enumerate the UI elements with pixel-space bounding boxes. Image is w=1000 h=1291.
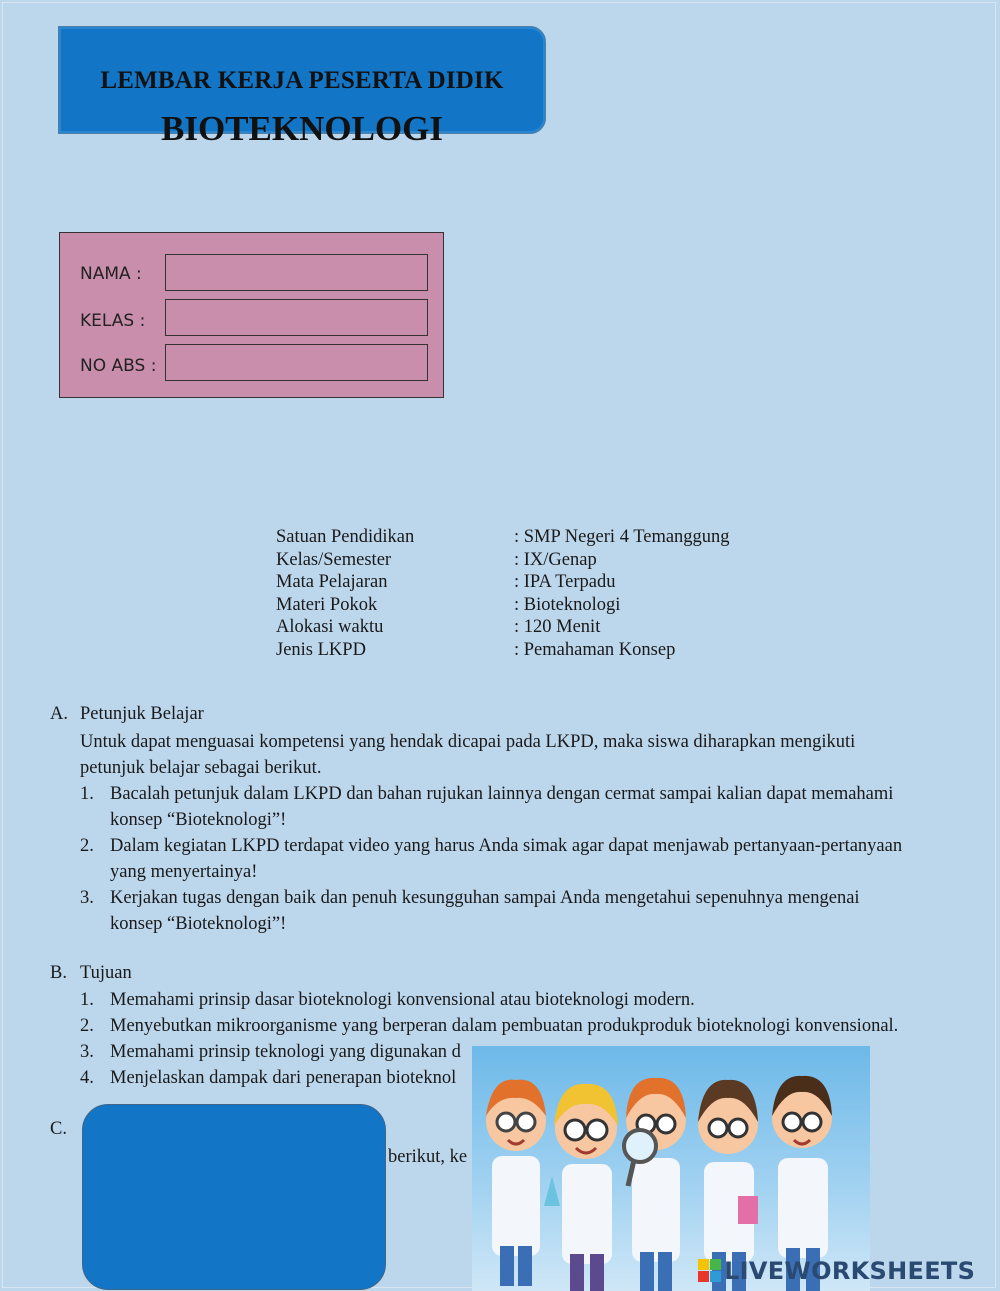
info-row	[276, 639, 796, 662]
name-label: NAMA :	[80, 264, 142, 284]
section-b-heading	[50, 963, 132, 984]
list-text: Kerjakan tugas dengan baik dan penuh kesungguhan sampai Anda mengetahui sepenuhnya mengenai	[110, 888, 860, 908]
info-row	[276, 549, 796, 572]
answer-box[interactable]	[82, 1104, 386, 1290]
absen-input[interactable]	[165, 344, 428, 381]
intro-line: Untuk dapat menguasai kompetensi yang hendak dicapai pada LKPD, maka siswa diharapkan mengikuti	[80, 732, 856, 752]
info-value: : IX/Genap	[514, 549, 597, 570]
list-number: 1.	[80, 990, 94, 1010]
list-number: 1.	[80, 784, 94, 804]
info-value: : IPA Terpadu	[514, 572, 616, 593]
info-row	[276, 526, 796, 549]
list-text: Dalam kegiatan LKPD terdapat video yang harus Anda simak agar dapat menjawab pertanyaan-pertanyaan	[110, 836, 903, 856]
name-input[interactable]	[165, 254, 428, 291]
info-key: Satuan Pendidikan	[276, 527, 415, 547]
info-key: Alokasi waktu	[276, 617, 384, 638]
info-key: Kelas/Semester	[276, 549, 392, 570]
list-text: Bacalah petunjuk dalam LKPD dan bahan rujukan lainnya dengan cermat sampai kalian dapat memahami	[110, 784, 894, 804]
info-value: : Pemahaman Konsep	[514, 639, 676, 660]
info-value: : Bioteknologi	[514, 594, 621, 615]
info-value: : 120 Menit	[514, 617, 601, 638]
course-info-table	[276, 526, 796, 662]
scientists-illustration	[472, 1046, 870, 1291]
list-text: Menjelaskan dampak dari penerapan bioteknol	[110, 1068, 457, 1088]
absen-label: NO ABS :	[80, 356, 157, 376]
intro-line: petunjuk belajar sebagai berikut.	[80, 758, 322, 778]
section-a-heading	[50, 704, 204, 725]
title-banner	[58, 26, 546, 148]
liveworksheets-logo	[698, 1257, 994, 1285]
section-title: Tujuan	[80, 963, 132, 983]
list-text: Menyebutkan mikroorganisme yang berperan dalam pembuatan produkproduk bioteknologi konvensional.	[110, 1016, 899, 1036]
list-text: konsep “Bioteknologi”!	[110, 810, 287, 830]
class-label: KELAS :	[80, 311, 146, 331]
info-value: : SMP Negeri 4 Temanggung	[514, 527, 730, 547]
section-a-intro	[80, 729, 960, 781]
list-text: yang menyertainya!	[110, 862, 258, 882]
section-letter: A.	[50, 704, 68, 724]
info-key: Jenis LKPD	[276, 639, 366, 660]
section-letter: C.	[50, 1119, 67, 1139]
class-input[interactable]	[165, 299, 428, 336]
list-number: 2.	[80, 836, 94, 856]
section-c-partial-text: berikut, ke	[388, 1147, 468, 1167]
info-key: Mata Pelajaran	[276, 572, 388, 593]
brand-name: LIVEWORKSHEETS	[724, 1257, 976, 1285]
list-text: Memahami prinsip dasar bioteknologi konvensional atau bioteknologi modern.	[110, 990, 695, 1010]
liveworksheets-icon	[698, 1257, 722, 1285]
section-c-heading	[50, 1119, 80, 1140]
worksheet-title: BIOTEKNOLOGI	[160, 109, 444, 148]
section-letter: B.	[50, 963, 67, 983]
list-number: 4.	[80, 1068, 94, 1088]
list-text: Memahami prinsip teknologi yang digunakan d	[110, 1042, 461, 1062]
info-row	[276, 616, 796, 639]
list-number: 2.	[80, 1016, 94, 1036]
list-text: konsep “Bioteknologi”!	[110, 914, 287, 934]
kids-scientists-icon	[472, 1046, 870, 1291]
info-row	[276, 571, 796, 594]
info-key: Materi Pokok	[276, 594, 378, 615]
list-number: 3.	[80, 888, 94, 908]
worksheet-subtitle: LEMBAR KERJA PESERTA DIDIK	[100, 67, 504, 94]
student-identity-box	[59, 232, 444, 398]
section-title: Petunjuk Belajar	[80, 704, 204, 724]
info-row	[276, 594, 796, 617]
list-number: 3.	[80, 1042, 94, 1062]
